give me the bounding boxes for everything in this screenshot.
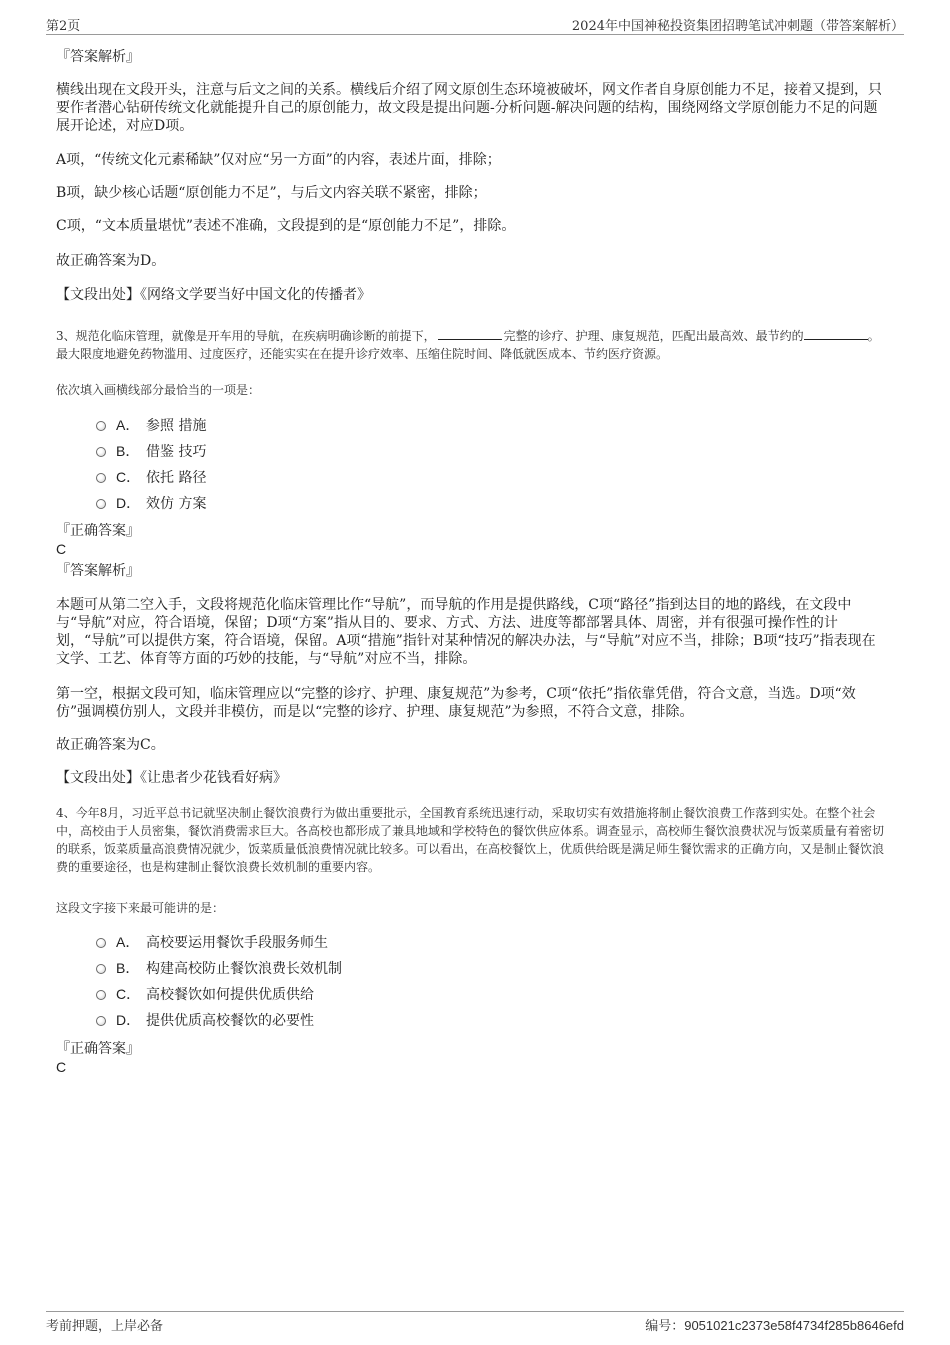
- q3-conclusion: 故正确答案为C。: [56, 737, 165, 753]
- q2-option-c-note-block: [56, 217, 886, 235]
- q4-correct-answer-block: [56, 1058, 886, 1076]
- q3-analysis-label: 『答案解析』: [56, 563, 140, 579]
- radio-icon[interactable]: [96, 421, 106, 431]
- option-text: 高校餐饮如何提供优质供给: [146, 987, 314, 1003]
- q3-options: [96, 412, 206, 516]
- q3-option-d[interactable]: [96, 490, 206, 516]
- q4-option-c[interactable]: [96, 981, 342, 1007]
- q4-prompt: 这段文字接下来最可能讲的是：: [56, 901, 225, 915]
- q3-stem-part-2: 完整的诊疗、护理、康复规范，匹配出最高效、最节约的: [503, 329, 804, 343]
- q2-analysis-block: [56, 81, 886, 135]
- q3-blank-1: [438, 327, 502, 340]
- q3-option-b[interactable]: [96, 438, 206, 464]
- q4-option-b[interactable]: [96, 955, 342, 981]
- q4-prompt-block: [56, 899, 886, 917]
- q3-stem: [56, 327, 886, 363]
- q3-stem-part-1: 3、规范化临床管理，就像是开车用的导航，在疾病明确诊断的前提下，: [56, 329, 436, 343]
- radio-icon[interactable]: [96, 938, 106, 948]
- q3-analysis-label-block: [56, 562, 886, 580]
- option-letter: B．: [116, 960, 140, 976]
- radio-icon[interactable]: [96, 964, 106, 974]
- q4-option-a[interactable]: [96, 929, 342, 955]
- q3-analysis-1-block: [56, 596, 886, 668]
- q2-source: 【文段出处】《网络文学要当好中国文化的传播者》: [56, 287, 371, 303]
- q2-option-b-note-block: [56, 184, 886, 202]
- option-text: 依托 路径: [146, 470, 207, 486]
- q4-correct-label-block: [56, 1040, 886, 1058]
- q3-correct-label-block: [56, 522, 886, 540]
- q3-analysis-2: 第一空，根据文段可知，临床管理应以“完整的诊疗、护理、康复规范”为参考，C项“依托”指依靠凭借，符合文意，当选。D项“效仿”强调模仿别人，文段并非模仿，而是以“完整的诊疗、护理、康复规范”为参照，不符合文意，排除。: [56, 686, 856, 720]
- option-letter: C．: [116, 469, 141, 485]
- option-text: 借鉴 技巧: [146, 444, 207, 460]
- q3-stem-part-3: 。最大限度地避免药物滥用、过度医疗，还能实实在在提升诊疗效率、压缩住院时间、降低就医成本、节约医疗资源。: [56, 329, 880, 361]
- q2-analysis-text: 横线出现在文段开头，注意与后文之间的关系。横线后介绍了网文原创生态环境被破坏，网文作者自身原创能力不足，接着又提到，只要作者潜心钻研传统文化就能提升自己的原创能力，故文段是提出问题-分析问题-解决问题的结构，围绕网络文学原创能力不足的问题展开论述，对应D项。: [56, 82, 882, 134]
- document-code: [645, 1315, 904, 1334]
- q4-option-d[interactable]: [96, 1007, 342, 1033]
- option-text: 构建高校防止餐饮浪费长效机制: [146, 961, 342, 977]
- q3-stem-block: [56, 327, 886, 363]
- q2-option-c-note: C项，“文本质量堪忧”表述不准确，文段提到的是“原创能力不足”，排除。: [56, 218, 516, 234]
- page-header: [46, 14, 904, 35]
- q4-stem-block: [56, 804, 886, 876]
- q3-blank-2: [804, 327, 868, 340]
- q2-conclusion: 故正确答案为D。: [56, 253, 166, 269]
- q4-stem: 4、今年8月，习近平总书记就坚决制止餐饮浪费行为做出重要批示，全国教育系统迅速行动，采取切实有效措施将制止餐饮浪费工作落到实处。在整个社会中，高校由于人员密集，餐饮消费需求巨大。各高校也都形成了兼具地域和学校特色的餐饮供应体系。调查显示，高校师生餐饮浪费状况与饭菜质量有着密切的联系，饭菜质量高浪费情况就少，饭菜质量低浪费情况就比较多。可以看出，在高校餐饮上，优质供给既是满足师生餐饮需求的正确方向，又是制止餐饮浪费的重要途径，也是构建制止餐饮浪费长效机制的重要内容。: [56, 806, 885, 874]
- q3-correct-label: 『正确答案』: [56, 523, 140, 539]
- radio-icon[interactable]: [96, 990, 106, 1000]
- document-code-value: 9051021c2373e58f4734f285b8646efd: [684, 1318, 904, 1333]
- page-footer: [46, 1311, 904, 1334]
- radio-icon[interactable]: [96, 473, 106, 483]
- q4-correct-label: 『正确答案』: [56, 1041, 140, 1057]
- radio-icon[interactable]: [96, 447, 106, 457]
- option-text: 参照 措施: [146, 418, 207, 434]
- document-title: 2024年中国神秘投资集团招聘笔试冲刺题（带答案解析）: [571, 19, 904, 34]
- q3-source: 【文段出处】《让患者少花钱看好病》: [56, 770, 287, 786]
- q3-prompt: 依次填入画横线部分最恰当的一项是：: [56, 383, 261, 397]
- q2-source-block: [56, 286, 886, 304]
- q2-conclusion-block: [56, 252, 886, 270]
- option-text: 提供优质高校餐饮的必要性: [146, 1013, 314, 1029]
- q3-correct-answer: C: [56, 541, 67, 557]
- q2-option-a-note: A项，“传统文化元素稀缺”仅对应“另一方面”的内容，表述片面，排除；: [56, 152, 501, 168]
- option-text: 高校要运用餐饮手段服务师生: [146, 935, 328, 951]
- option-letter: A．: [116, 417, 140, 433]
- radio-icon[interactable]: [96, 1016, 106, 1026]
- q2-analysis-label: 『答案解析』: [56, 49, 140, 65]
- option-letter: A．: [116, 934, 140, 950]
- q3-source-block: [56, 769, 886, 787]
- option-text: 效仿 方案: [146, 496, 207, 512]
- q4-options: [96, 929, 342, 1033]
- q3-conclusion-block: [56, 736, 886, 754]
- radio-icon[interactable]: [96, 499, 106, 509]
- option-letter: D．: [116, 1012, 141, 1028]
- q3-option-c[interactable]: [96, 464, 206, 490]
- q3-option-a[interactable]: [96, 412, 206, 438]
- footer-slogan: 考前押题，上岸必备: [46, 1319, 164, 1334]
- q4-correct-answer: C: [56, 1059, 67, 1075]
- q2-option-a-note-block: [56, 151, 886, 169]
- option-letter: C．: [116, 986, 141, 1002]
- q3-prompt-block: [56, 381, 886, 399]
- q2-analysis-label-block: [56, 48, 886, 66]
- option-letter: B．: [116, 443, 140, 459]
- q3-analysis-1: 本题可从第二空入手，文段将规范化临床管理比作“导航”，而导航的作用是提供路线，C项“路径”指到达目的地的路线，在文段中与“导航”对应，符合语境，保留；D项“方案”指从目的、要求、方式、方法、进度等都部署具体、周密，并有很强可操作性的计划，“导航”可以提供方案，符合语境，保留。A项“措施”指针对某种情况的解决办法，与“导航”对应不当，排除；B项“技巧”指表现在文学、工艺、体育等方面的巧妙的技能，与“导航”对应不当，排除。: [56, 597, 876, 667]
- option-letter: D．: [116, 495, 141, 511]
- page-number: 第2页: [46, 19, 81, 34]
- q3-analysis-2-block: [56, 685, 886, 721]
- document-code-label: 编号：: [645, 1319, 685, 1334]
- q3-correct-answer-block: [56, 540, 886, 558]
- q2-option-b-note: B项，缺少核心话题“原创能力不足”，与后文内容关联不紧密，排除；: [56, 185, 487, 201]
